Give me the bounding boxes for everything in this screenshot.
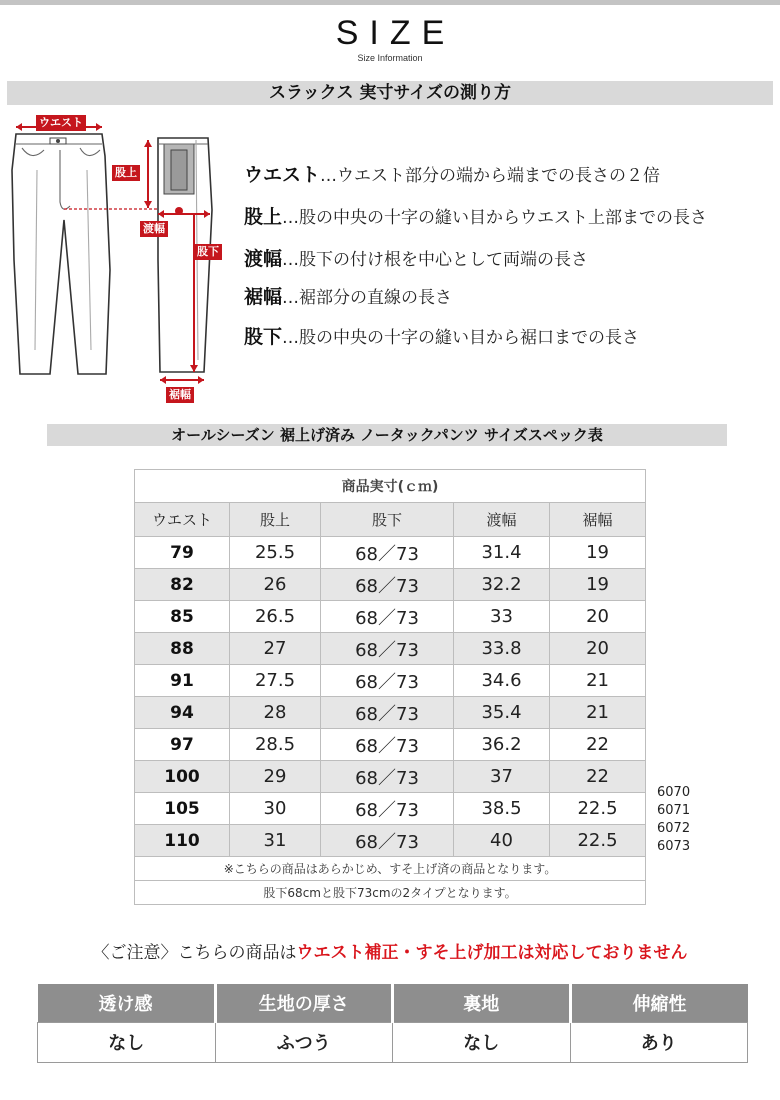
page-subtitle: Size Information [357,53,423,63]
feature-header-lining: 裏地 [393,984,571,1022]
caution-notice [0,938,780,963]
table-row: 85 26.5 68／73 33 20 [135,601,646,633]
product-code: 6073 [657,839,691,854]
diagram-label-hem: 裾幅 [166,387,194,403]
table-row: 79 25.5 68／73 31.4 19 [135,537,646,569]
table-row: 94 28 68／73 35.4 21 [135,697,646,729]
table-row: 91 27.5 68／73 34.6 21 [135,665,646,697]
table-row: 88 27 68／73 33.8 20 [135,633,646,665]
trousers-illustration [8,110,233,410]
column-header-waist: ウエスト [135,503,230,537]
diagram-label-thigh: 渡幅 [140,221,168,237]
column-header-thigh: 渡幅 [454,503,550,537]
product-code: 6070 [657,785,691,800]
feature-value-thickness: ふつう [215,1022,393,1062]
definition-inseam: 股下…股の中央の十字の縫い目から裾口までの長さ [244,326,640,348]
product-code: 6071 [657,803,691,818]
table-row: 105 30 68／73 38.5 22.5 [135,793,646,825]
diagram-label-inseam: 股下 [194,244,222,260]
feature-header-thickness: 生地の厚さ [215,984,393,1022]
feature-value-sheerness: なし [38,1022,216,1062]
table-row: 100 29 68／73 37 22 [135,761,646,793]
top-divider [0,0,780,5]
diagram-label-waist: ウエスト [36,115,86,131]
product-code: 6072 [657,821,691,836]
feature-value-lining: なし [393,1022,571,1062]
caution-highlight: ウエスト補正・すそ上げ加工は対応しておりません [296,943,688,963]
spec-note-inseam-types: 股下68cmと股下73cmの2タイプとなります。 [135,881,646,905]
caution-prefix: 〈ご注意〉こちらの商品は [92,943,297,963]
definition-thigh: 渡幅…股下の付け根を中心として両端の長さ [244,248,589,270]
definition-rise: 股上…股の中央の十字の縫い目からウエスト上部までの長さ [244,206,708,228]
spec-table-caption: 商品実寸(ｃｍ) [135,470,646,503]
product-codes [657,784,690,856]
column-header-hem: 裾幅 [550,503,646,537]
diagram-label-rise: 股上 [112,165,140,181]
size-spec-table [134,469,646,905]
table-row: 82 26 68／73 32.2 19 [135,569,646,601]
page-title: SIZE [335,14,456,52]
definition-hem: 裾幅…裾部分の直線の長さ [244,286,453,308]
feature-header-sheerness: 透け感 [38,984,216,1022]
table-row: 97 28.5 68／73 36.2 22 [135,729,646,761]
feature-header-stretch: 伸縮性 [570,984,748,1022]
feature-value-stretch: あり [570,1022,748,1062]
table-row: 110 31 68／73 40 22.5 [135,825,646,857]
column-header-rise: 股上 [230,503,321,537]
column-header-inseam: 股下 [321,503,454,537]
spec-section-title: オールシーズン 裾上げ済み ノータックパンツ サイズスペック表 [47,424,727,446]
measure-section-title: スラックス 実寸サイズの測り方 [7,81,773,105]
trousers-diagram [8,110,233,410]
spec-note-hemmed: ※こちらの商品はあらかじめ、すそ上げ済の商品となります。 [135,857,646,881]
definition-waist: ウエスト…ウエスト部分の端から端までの長さの２倍 [244,164,661,186]
fabric-features-table [37,984,748,1063]
